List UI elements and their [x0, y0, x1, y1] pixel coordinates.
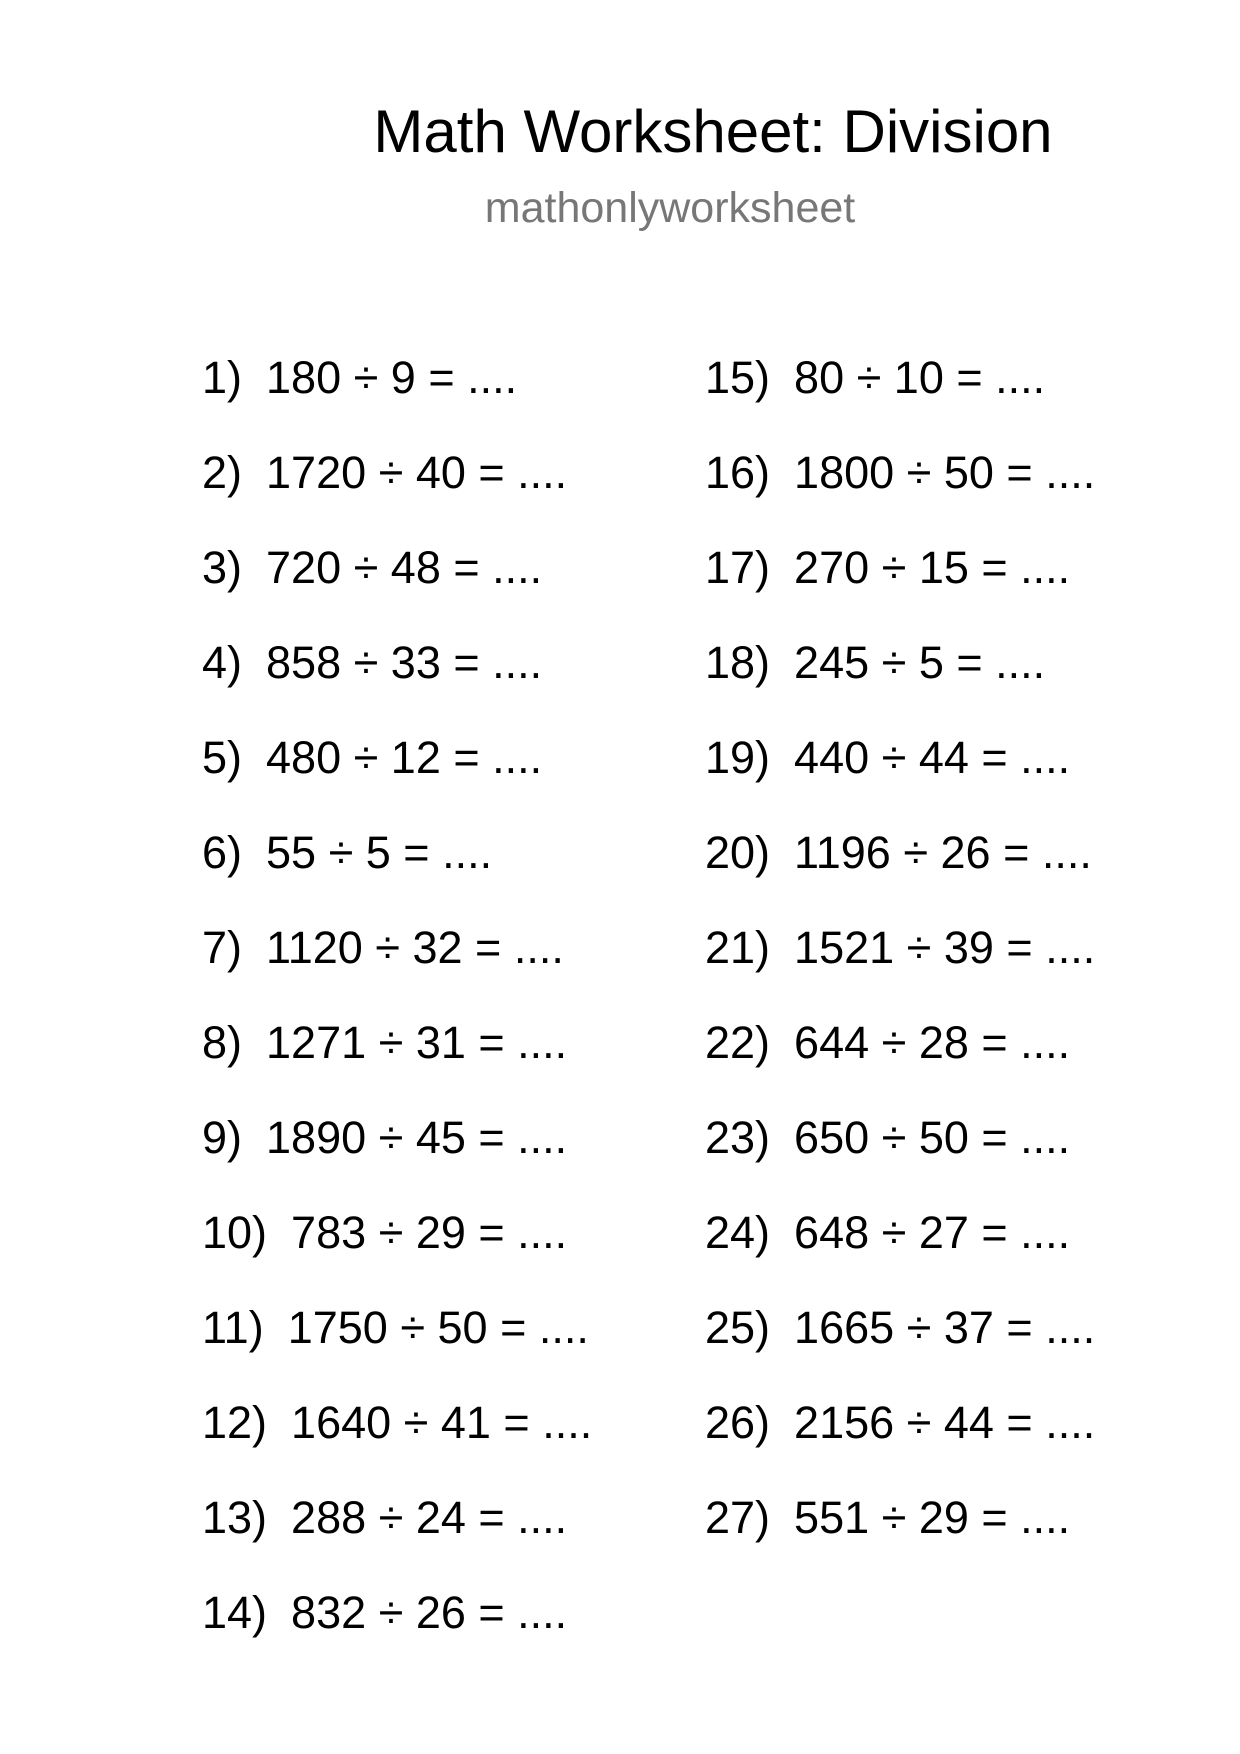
problem-expression: 1890 ÷ 45 = ....	[266, 1112, 568, 1163]
problem-number: 6)	[202, 827, 243, 878]
problem-item	[202, 1298, 592, 1393]
problem-item	[705, 633, 1095, 728]
problem-item	[705, 538, 1095, 633]
problem-item	[705, 1393, 1095, 1488]
problem-item	[202, 728, 592, 823]
problem-number: 21)	[705, 922, 771, 973]
problem-expression: 783 ÷ 29 = ....	[291, 1207, 568, 1258]
problem-number: 26)	[705, 1397, 771, 1448]
problem-number: 16)	[705, 447, 771, 498]
problem-number: 24)	[705, 1207, 771, 1258]
problem-number: 10)	[202, 1207, 268, 1258]
problem-item	[705, 443, 1095, 538]
problem-expression: 270 ÷ 15 = ....	[794, 542, 1071, 593]
problem-expression: 245 ÷ 5 = ....	[794, 637, 1046, 688]
problem-expression: 1720 ÷ 40 = ....	[266, 447, 568, 498]
problem-number: 13)	[202, 1492, 268, 1543]
problem-expression: 1665 ÷ 37 = ....	[794, 1302, 1096, 1353]
problem-expression: 1271 ÷ 31 = ....	[266, 1017, 568, 1068]
problem-item	[202, 1203, 592, 1298]
problem-number: 9)	[202, 1112, 243, 1163]
problem-number: 7)	[202, 922, 243, 973]
problem-expression: 55 ÷ 5 = ....	[266, 827, 493, 878]
problem-expression: 551 ÷ 29 = ....	[794, 1492, 1071, 1543]
problem-number: 20)	[705, 827, 771, 878]
problem-number: 17)	[705, 542, 771, 593]
problem-expression: 1521 ÷ 39 = ....	[794, 922, 1096, 973]
problem-number: 22)	[705, 1017, 771, 1068]
problem-number: 2)	[202, 447, 243, 498]
problem-expression: 180 ÷ 9 = ....	[266, 352, 518, 403]
problem-item	[705, 1488, 1095, 1583]
problem-column-left	[202, 348, 592, 1678]
problem-number: 27)	[705, 1492, 771, 1543]
problem-item	[202, 633, 592, 728]
problem-number: 19)	[705, 732, 771, 783]
problem-item	[202, 1488, 592, 1583]
problem-expression: 1750 ÷ 50 = ....	[287, 1302, 589, 1353]
problem-number: 12)	[202, 1397, 268, 1448]
problem-expression: 858 ÷ 33 = ....	[266, 637, 543, 688]
problem-item	[202, 1583, 592, 1678]
problem-expression: 1800 ÷ 50 = ....	[794, 447, 1096, 498]
problem-expression: 832 ÷ 26 = ....	[291, 1587, 568, 1638]
worksheet-title: Math Worksheet: Division	[373, 98, 1053, 165]
problem-item	[705, 348, 1095, 443]
problem-number: 3)	[202, 542, 243, 593]
problem-item	[705, 728, 1095, 823]
problem-item	[202, 1013, 592, 1108]
problem-number: 15)	[705, 352, 771, 403]
problem-number: 11)	[202, 1302, 264, 1353]
worksheet-subtitle: mathonlyworksheet	[484, 184, 856, 232]
problem-item	[202, 443, 592, 538]
problem-item	[705, 1298, 1095, 1393]
problem-expression: 440 ÷ 44 = ....	[794, 732, 1071, 783]
problem-expression: 80 ÷ 10 = ....	[794, 352, 1046, 403]
problem-number: 14)	[202, 1587, 268, 1638]
problem-expression: 1640 ÷ 41 = ....	[291, 1397, 593, 1448]
problem-expression: 720 ÷ 48 = ....	[266, 542, 543, 593]
problem-item	[202, 348, 592, 443]
problem-item	[202, 1108, 592, 1203]
problem-expression: 288 ÷ 24 = ....	[291, 1492, 568, 1543]
problem-expression: 1120 ÷ 32 = ....	[266, 922, 564, 973]
problem-item	[705, 823, 1095, 918]
problem-item	[705, 1203, 1095, 1298]
problem-expression: 644 ÷ 28 = ....	[794, 1017, 1071, 1068]
problem-expression: 650 ÷ 50 = ....	[794, 1112, 1071, 1163]
problem-number: 5)	[202, 732, 243, 783]
problem-item	[202, 538, 592, 633]
problem-number: 18)	[705, 637, 771, 688]
problem-item	[202, 918, 592, 1013]
problem-item	[202, 1393, 592, 1488]
problem-column-right	[705, 348, 1095, 1583]
problem-item	[705, 918, 1095, 1013]
problem-expression: 480 ÷ 12 = ....	[266, 732, 543, 783]
problem-item	[202, 823, 592, 918]
problem-expression: 1196 ÷ 26 = ....	[794, 827, 1092, 878]
problem-expression: 2156 ÷ 44 = ....	[794, 1397, 1096, 1448]
problem-number: 25)	[705, 1302, 771, 1353]
problem-number: 23)	[705, 1112, 771, 1163]
problem-item	[705, 1013, 1095, 1108]
problem-expression: 648 ÷ 27 = ....	[794, 1207, 1071, 1258]
problem-number: 4)	[202, 637, 243, 688]
problem-number: 1)	[202, 352, 243, 403]
problem-number: 8)	[202, 1017, 243, 1068]
problem-item	[705, 1108, 1095, 1203]
